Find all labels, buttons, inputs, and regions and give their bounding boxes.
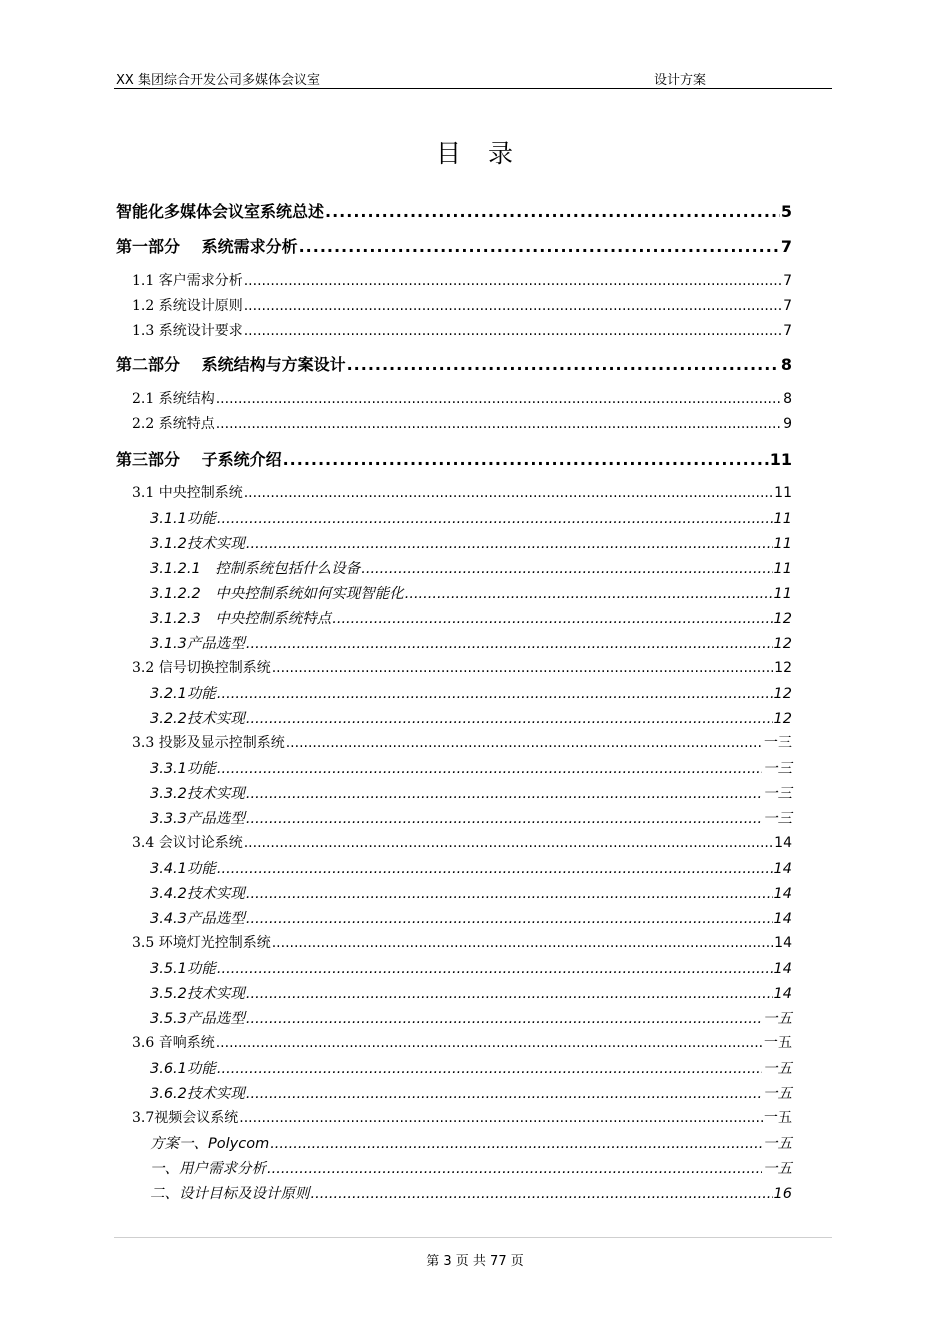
toc-entry-page: 11 xyxy=(774,485,792,501)
toc-leader-dots xyxy=(217,1061,762,1077)
toc-leader-dots xyxy=(216,416,782,432)
toc-entry[interactable] xyxy=(132,413,792,433)
toc-entry-page: 11 xyxy=(769,450,792,469)
header-doc-type: 设计方案 xyxy=(654,73,707,88)
toc-entry-page: 一五 xyxy=(763,1011,792,1027)
toc-entry-page: 14 xyxy=(773,861,792,877)
toc-entry-label: 2.2 系统特点 xyxy=(132,416,215,432)
toc-entry-page: 11 xyxy=(773,511,792,527)
toc-leader-dots xyxy=(332,611,772,627)
toc-entry[interactable] xyxy=(150,757,792,777)
toc-entry-label: 3.3.2技术实现 xyxy=(150,786,245,802)
toc-leader-dots xyxy=(405,586,773,602)
toc-entry[interactable] xyxy=(132,832,792,852)
toc-entry-label: 第二部分 系统结构与方案设计 xyxy=(116,355,346,374)
toc-entry[interactable] xyxy=(132,1107,792,1127)
toc-entry-page: 5 xyxy=(780,202,792,221)
toc-entry[interactable] xyxy=(150,632,792,652)
toc-leader-dots xyxy=(246,636,773,652)
toc-entry-label: 3.5.2技术实现 xyxy=(150,986,245,1002)
toc-leader-dots xyxy=(246,811,762,827)
toc-entry-page: 14 xyxy=(773,886,792,902)
toc-entry-label: 一、用户需求分析 xyxy=(150,1161,266,1177)
toc-entry-page: 一五 xyxy=(763,1136,792,1152)
toc-leader-dots xyxy=(244,835,773,851)
toc-leader-dots xyxy=(246,886,773,902)
toc-leader-dots xyxy=(244,323,782,339)
toc-leader-dots xyxy=(244,273,782,289)
toc-entry-label: 1.2 系统设计原则 xyxy=(132,298,243,314)
toc-entry-page: 16 xyxy=(773,1186,792,1202)
toc-entry[interactable] xyxy=(132,295,792,315)
toc-entry-page: 14 xyxy=(773,911,792,927)
toc-leader-dots xyxy=(246,911,773,927)
toc-entry-label: 3.6.1功能 xyxy=(150,1061,216,1077)
toc-entry-label: 3.4.3产品选型 xyxy=(150,911,245,927)
toc-leader-dots xyxy=(246,1086,762,1102)
toc-entry-label: 二、设计目标及设计原则 xyxy=(150,1186,310,1202)
page-number: 第 3 页 共 77 页 xyxy=(426,1254,524,1269)
toc-entry[interactable] xyxy=(150,607,792,627)
toc-leader-dots xyxy=(216,391,782,407)
toc-entry-page: 14 xyxy=(774,935,792,951)
toc-entry-label: 第一部分 系统需求分析 xyxy=(116,237,298,256)
toc-entry-page: 7 xyxy=(783,298,792,314)
toc-leader-dots xyxy=(246,1011,762,1027)
toc-entry[interactable] xyxy=(132,320,792,340)
toc-entry[interactable] xyxy=(150,807,792,827)
toc-leader-dots xyxy=(217,686,773,702)
toc-leader-dots xyxy=(244,485,773,501)
toc-entry[interactable] xyxy=(150,1132,792,1152)
toc-leader-dots xyxy=(325,202,780,221)
toc-leader-dots xyxy=(299,237,780,256)
toc-entry[interactable] xyxy=(116,234,792,256)
toc-entry-label: 2.1 系统结构 xyxy=(132,391,215,407)
toc-entry-label: 3.3.1功能 xyxy=(150,761,216,777)
toc-entry[interactable] xyxy=(150,507,792,527)
toc-entry[interactable] xyxy=(116,352,792,374)
toc-entry-label: 3.3 投影及显示控制系统 xyxy=(132,735,285,751)
toc-entry[interactable] xyxy=(150,982,792,1002)
toc-entry[interactable] xyxy=(116,447,792,469)
toc-entry[interactable] xyxy=(116,199,792,221)
toc-entry-label: 3.2 信号切换控制系统 xyxy=(132,660,271,676)
toc-entry-label: 3.1.2.3 中央控制系统特点 xyxy=(150,611,332,627)
toc-entry-page: 7 xyxy=(780,237,792,256)
toc-entry-page: 12 xyxy=(773,636,792,652)
header-doc-title: XX 集团综合开发公司多媒体会议室 xyxy=(116,73,320,88)
toc-leader-dots xyxy=(283,450,769,469)
toc-entry-label: 3.6.2技术实现 xyxy=(150,1086,245,1102)
toc-entry-label: 3.1.2技术实现 xyxy=(150,536,245,552)
toc-entry-page: 一五 xyxy=(763,1161,792,1177)
toc-entry-label: 3.1.2.2 中央控制系统如何实现智能化 xyxy=(150,586,404,602)
toc-entry-label: 3.5.3产品选型 xyxy=(150,1011,245,1027)
toc-leader-dots xyxy=(347,355,780,374)
toc-entry-page: 一三 xyxy=(764,735,792,751)
toc-entry[interactable] xyxy=(150,682,792,702)
toc-entry[interactable] xyxy=(150,1057,792,1077)
toc-entry[interactable] xyxy=(150,582,792,602)
toc-leader-dots xyxy=(216,1035,763,1051)
toc-leader-dots xyxy=(246,711,773,727)
toc-entry-label: 3.1.2.1 控制系统包括什么设备 xyxy=(150,561,361,577)
toc-entry-page: 7 xyxy=(783,323,792,339)
toc-entry[interactable] xyxy=(132,388,792,408)
toc-entry-page: 一三 xyxy=(763,786,792,802)
toc-entry[interactable] xyxy=(150,1182,792,1202)
toc-entry[interactable] xyxy=(132,482,792,502)
toc-entry-label: 3.2.1功能 xyxy=(150,686,216,702)
toc-entry[interactable] xyxy=(132,1032,792,1052)
toc-entry[interactable] xyxy=(132,732,792,752)
toc-entry-page: 12 xyxy=(773,686,792,702)
toc-leader-dots xyxy=(246,786,762,802)
toc-entry[interactable] xyxy=(150,782,792,802)
toc-entry[interactable] xyxy=(150,882,792,902)
toc-entry-label: 智能化多媒体会议室系统总述 xyxy=(116,202,325,221)
toc-entry-label: 方案一、Polycom xyxy=(150,1136,270,1152)
toc-entry-label: 第三部分 子系统介绍 xyxy=(116,450,282,469)
toc-entry[interactable] xyxy=(150,1082,792,1102)
toc-entry[interactable] xyxy=(132,270,792,290)
toc-entry-page: 8 xyxy=(780,355,792,374)
toc-entry-label: 1.1 客户需求分析 xyxy=(132,273,243,289)
toc-entry-page: 12 xyxy=(773,711,792,727)
toc-entry-label: 3.6 音响系统 xyxy=(132,1035,215,1051)
toc-entry-page: 一五 xyxy=(764,1035,792,1051)
toc-entry[interactable] xyxy=(150,857,792,877)
toc-leader-dots xyxy=(217,761,762,777)
toc-leader-dots xyxy=(217,961,773,977)
toc-leader-dots xyxy=(286,735,763,751)
toc-entry-page: 9 xyxy=(783,416,792,432)
toc-entry[interactable] xyxy=(150,557,792,577)
toc-entry-page: 一三 xyxy=(763,761,792,777)
toc-entry-label: 3.1.3产品选型 xyxy=(150,636,245,652)
toc-entry-page: 14 xyxy=(773,961,792,977)
toc-entry-label: 3.5.1功能 xyxy=(150,961,216,977)
toc-leader-dots xyxy=(246,986,773,1002)
toc-entry[interactable] xyxy=(150,907,792,927)
toc-entry-label: 3.4 会议讨论系统 xyxy=(132,835,243,851)
toc-entry-page: 11 xyxy=(773,536,792,552)
toc-entry[interactable] xyxy=(150,532,792,552)
toc-entry-label: 3.1.1功能 xyxy=(150,511,216,527)
toc-entry-label: 3.4.1功能 xyxy=(150,861,216,877)
toc-entry-label: 3.3.3产品选型 xyxy=(150,811,245,827)
toc-entry-label: 3.4.2技术实现 xyxy=(150,886,245,902)
toc-entry-label: 3.7视频会议系统 xyxy=(132,1110,239,1126)
toc-entry[interactable] xyxy=(150,1007,792,1027)
toc-entry-page: 一五 xyxy=(763,1061,792,1077)
toc-entry[interactable] xyxy=(132,657,792,677)
toc-entry-label: 3.1 中央控制系统 xyxy=(132,485,243,501)
toc-leader-dots xyxy=(311,1186,773,1202)
toc-leader-dots xyxy=(246,536,773,552)
toc-leader-dots xyxy=(244,298,782,314)
toc-entry[interactable] xyxy=(150,1157,792,1177)
toc-entry[interactable] xyxy=(132,932,792,952)
toc-entry-label: 3.5 环境灯光控制系统 xyxy=(132,935,271,951)
toc-entry-page: 12 xyxy=(773,611,792,627)
toc-entry-page: 8 xyxy=(783,391,792,407)
toc-leader-dots xyxy=(267,1161,762,1177)
page-header xyxy=(114,64,832,89)
toc-title: 目 录 xyxy=(435,139,514,168)
toc-leader-dots xyxy=(361,561,772,577)
toc-entry-page: 14 xyxy=(773,986,792,1002)
toc-leader-dots xyxy=(272,660,773,676)
toc-entry[interactable] xyxy=(150,957,792,977)
toc-entry-page: 一五 xyxy=(764,1110,792,1126)
toc-entry-label: 1.3 系统设计要求 xyxy=(132,323,243,339)
toc-entry-page: 7 xyxy=(783,273,792,289)
toc-entry-label: 3.2.2技术实现 xyxy=(150,711,245,727)
toc-entry[interactable] xyxy=(150,707,792,727)
toc-entry-page: 11 xyxy=(773,561,792,577)
toc-leader-dots xyxy=(270,1136,762,1152)
toc-entry-page: 一三 xyxy=(763,811,792,827)
toc-entry-page: 11 xyxy=(773,586,792,602)
toc-entry-page: 一五 xyxy=(763,1086,792,1102)
toc-leader-dots xyxy=(272,935,773,951)
toc-leader-dots xyxy=(217,511,773,527)
toc-entry-page: 14 xyxy=(774,835,792,851)
toc-entry-page: 12 xyxy=(774,660,792,676)
toc-leader-dots xyxy=(217,861,773,877)
footer-divider xyxy=(114,1237,832,1238)
toc-leader-dots xyxy=(239,1110,763,1126)
